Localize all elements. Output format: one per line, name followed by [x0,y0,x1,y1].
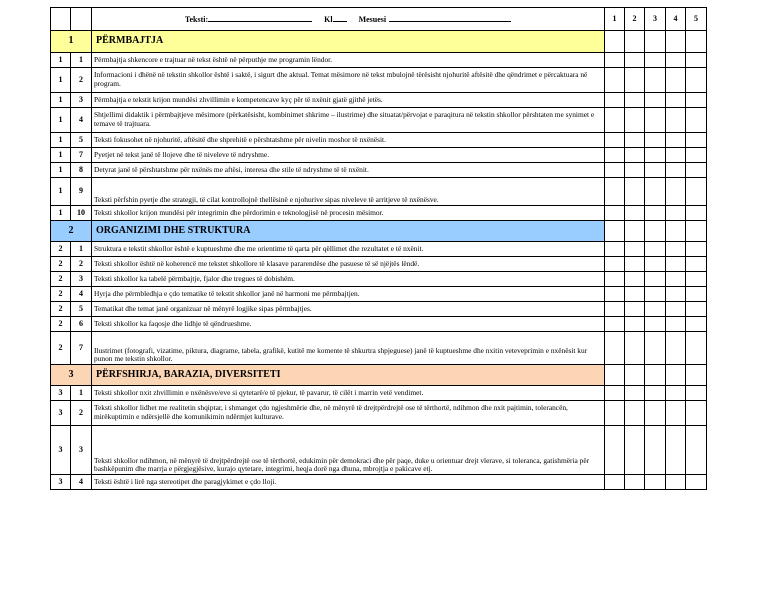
criterion-row [51,178,707,206]
score-cell-2[interactable] [625,426,645,475]
score-cell-4[interactable] [666,133,686,148]
criterion-number: 1 [71,53,92,68]
score-cell-4[interactable] [666,302,686,317]
score-cell-3[interactable] [645,93,666,108]
section-title: PËRFSHIRJA, BARAZIA, DIVERSITETI [92,365,605,386]
criterion-section-number: 1 [51,108,71,133]
score-cell-3[interactable] [645,317,666,332]
score-cell-5[interactable] [686,287,707,302]
criterion-number: 9 [71,178,92,206]
score-cell-4[interactable] [666,31,686,53]
score-cell-1[interactable] [605,332,625,365]
score-cell-3[interactable] [645,68,666,93]
criterion-text: Teksti është i lirë nga stereotipet dhe paragjykimet e çdo lloji. [92,475,605,490]
criterion-text: Teksti shkollor nxit zhvillimin e nxënësve/eve si qytetarë/e të pjekur, të pavarur, të cilët i marrin vetë vendimet. [92,386,605,401]
teksti-field[interactable] [208,14,312,22]
score-cell-5[interactable] [686,108,707,133]
score-cell-1[interactable] [605,386,625,401]
score-cell-2[interactable] [625,365,645,386]
criterion-section-number: 2 [51,257,71,272]
score-cell-2[interactable] [625,242,645,257]
kl-label: Kl [324,14,333,24]
criterion-section-number: 2 [51,272,71,287]
score-cell-2[interactable] [625,93,645,108]
score-cell-4[interactable] [666,426,686,475]
score-cell-4[interactable] [666,317,686,332]
score-cell-3[interactable] [645,272,666,287]
score-cell-5[interactable] [686,53,707,68]
criterion-row [51,475,707,490]
score-cell-3[interactable] [645,53,666,68]
criterion-text: Teksti shkollor është në koherencë me tekstet shkollore të klasave pararendëse dhe pasuese të së njëjtës lëndë. [92,257,605,272]
score-cell-4[interactable] [666,287,686,302]
scale-header-1: 1 [605,8,625,31]
criterion-section-number: 1 [51,206,71,221]
score-cell-1[interactable] [605,68,625,93]
score-cell-3[interactable] [645,401,666,426]
criterion-text: Teksti shkollor lidhet me realitetin shqiptar, i shmanget çdo ngjeshmërie dhe, në mënyrë të drejtpërdrejtë ose të tërthortë, ndihmon dhe nxit pajtimin, tolerancën, mirëkuptimin e ndërsjellë dhe komunikimin ndërmjet kulturave. [92,401,605,426]
criterion-section-number: 3 [51,401,71,426]
score-cell-1[interactable] [605,31,625,53]
score-cell-4[interactable] [666,163,686,178]
score-cell-5[interactable] [686,178,707,206]
score-cell-2[interactable] [625,221,645,242]
score-cell-5[interactable] [686,242,707,257]
criterion-row [51,206,707,221]
criterion-text: Shtjellimi didaktik i përmbajtjeve mësimore (përkatësisht, kombinimet shkrime – ilustrime) dhe situatat/përvojat e paraqitura në tekstin shkollor përshtaten me synimet e temave të trajtuara. [92,108,605,133]
score-cell-2[interactable] [625,163,645,178]
score-cell-3[interactable] [645,221,666,242]
header-fields [92,8,605,31]
section-row [51,221,707,242]
mesuesi-field[interactable] [389,14,511,22]
criterion-row [51,68,707,93]
criterion-section-number: 3 [51,426,71,475]
criterion-number: 7 [71,148,92,163]
criterion-number: 1 [71,386,92,401]
score-cell-4[interactable] [666,53,686,68]
criterion-text: Hyrja dhe përmbledhja e çdo tematike të tekstit shkollor janë në harmoni me përmbajtjen. [92,287,605,302]
score-cell-1[interactable] [605,257,625,272]
score-cell-5[interactable] [686,257,707,272]
score-cell-1[interactable] [605,93,625,108]
score-cell-1[interactable] [605,401,625,426]
section-number: 3 [51,365,92,386]
score-cell-3[interactable] [645,475,666,490]
score-cell-3[interactable] [645,148,666,163]
criterion-number: 3 [71,426,92,475]
criterion-row [51,242,707,257]
score-cell-5[interactable] [686,272,707,287]
score-cell-3[interactable] [645,386,666,401]
criterion-section-number: 2 [51,242,71,257]
score-cell-5[interactable] [686,206,707,221]
score-cell-2[interactable] [625,31,645,53]
section-title: PËRMBAJTJA [92,31,605,53]
criterion-number: 4 [71,475,92,490]
score-cell-5[interactable] [686,31,707,53]
score-cell-1[interactable] [605,148,625,163]
criterion-row [51,257,707,272]
score-cell-2[interactable] [625,386,645,401]
score-cell-4[interactable] [666,108,686,133]
criterion-section-number: 3 [51,475,71,490]
criterion-number: 10 [71,206,92,221]
score-cell-5[interactable] [686,221,707,242]
criterion-row [51,302,707,317]
criterion-text: Detyrat janë të përshtatshme për nxënës me aftësi, interesa dhe stile të ndryshme të të nxënit. [92,163,605,178]
score-cell-2[interactable] [625,178,645,206]
criterion-number: 3 [71,272,92,287]
criterion-text: Përmbajtja e tekstit krijon mundësi zhvillimin e kompetencave kyç për të nxënit gjatë gjithë jetës. [92,93,605,108]
score-cell-1[interactable] [605,475,625,490]
score-cell-3[interactable] [645,365,666,386]
score-cell-5[interactable] [686,386,707,401]
criterion-row [51,93,707,108]
score-cell-4[interactable] [666,148,686,163]
section-row [51,365,707,386]
score-cell-2[interactable] [625,302,645,317]
criterion-row [51,53,707,68]
score-cell-5[interactable] [686,475,707,490]
score-cell-1[interactable] [605,53,625,68]
section-number: 2 [51,221,92,242]
score-cell-3[interactable] [645,332,666,365]
score-cell-1[interactable] [605,206,625,221]
criterion-row [51,133,707,148]
score-cell-1[interactable] [605,242,625,257]
score-cell-4[interactable] [666,221,686,242]
score-cell-1[interactable] [605,221,625,242]
criterion-text: Struktura e tekstit shkollor është e kuptueshme dhe me orientime të qarta për qëllimet dhe rezultatet e të nxënit. [92,242,605,257]
score-cell-3[interactable] [645,287,666,302]
score-cell-2[interactable] [625,401,645,426]
evaluation-table [50,7,707,490]
criterion-text: Tematikat dhe temat janë organizuar në mënyrë logjike sipas përmbajtjes. [92,302,605,317]
header-blank-cell [71,8,92,31]
score-cell-2[interactable] [625,206,645,221]
criterion-row [51,163,707,178]
criterion-row [51,426,707,475]
score-cell-3[interactable] [645,133,666,148]
score-cell-2[interactable] [625,332,645,365]
criterion-row [51,386,707,401]
criterion-section-number: 2 [51,317,71,332]
criterion-text: Teksti fokusohet në njohuritë, aftësitë dhe shprehitë e përshtatshme për nivelin moshor të nxënësit. [92,133,605,148]
score-cell-1[interactable] [605,302,625,317]
score-cell-5[interactable] [686,148,707,163]
score-cell-2[interactable] [625,133,645,148]
score-cell-4[interactable] [666,386,686,401]
criterion-text: Teksti shkollor ndihmon, në mënyrë të drejtpërdrejtë ose të tërthortë, edukimin për demokraci dhe për paqe, duke u orientuar drejt vlerave, si toleranca, gatishmëria për bashkëpunim dhe marrja e përgjegjësive, kurajo qytetare, integrimi, heqja dorë nga dhuna, mbrojtja e pakicave etj. [92,426,605,475]
criterion-section-number: 2 [51,302,71,317]
criterion-text: Informacioni i dhënë në tekstin shkollor është i saktë, i sigurt dhe aktual. Temat mësimore në tekst mbulojnë tërësisht njohuritë aftësitë dhe qëndrimet e përcaktuara në program. [92,68,605,93]
score-cell-3[interactable] [645,31,666,53]
score-cell-5[interactable] [686,68,707,93]
criterion-section-number: 1 [51,93,71,108]
criterion-number: 3 [71,93,92,108]
score-cell-2[interactable] [625,148,645,163]
score-cell-3[interactable] [645,206,666,221]
score-cell-4[interactable] [666,272,686,287]
score-cell-1[interactable] [605,317,625,332]
score-cell-3[interactable] [645,257,666,272]
criterion-number: 4 [71,108,92,133]
criterion-number: 2 [71,68,92,93]
criterion-row [51,108,707,133]
criterion-text: Teksti shkollor krijon mundësi për integrimin dhe përdorimin e teknologjisë në procesin mësimor. [92,206,605,221]
score-cell-4[interactable] [666,68,686,93]
score-cell-1[interactable] [605,426,625,475]
criterion-section-number: 2 [51,287,71,302]
criterion-number: 7 [71,332,92,365]
criterion-text: Teksti përfshin pyetje dhe strategji, të cilat kontrollojnë thellësinë e njohurive sipas niveleve të arritjeve të nxënësve. [92,178,605,206]
score-cell-5[interactable] [686,302,707,317]
criterion-text: Teksti shkollor ka faqosje dhe lidhje të qëndrueshme. [92,317,605,332]
score-cell-4[interactable] [666,332,686,365]
scale-header-2: 2 [625,8,645,31]
score-cell-5[interactable] [686,163,707,178]
score-cell-1[interactable] [605,133,625,148]
score-cell-5[interactable] [686,332,707,365]
header-row [51,8,707,31]
criterion-row [51,287,707,302]
score-cell-1[interactable] [605,272,625,287]
criterion-section-number: 1 [51,148,71,163]
kl-field[interactable] [333,14,347,22]
teksti-label: Teksti: [184,14,209,24]
criterion-text: Ilustrimet (fotografi, vizatime, piktura, diagrame, tabela, grafikë, kutitë me komente të shkurtra shpjeguese) janë të kuptueshme dhe nxitin veteveprimin e nxënësit kur punon me tekstin shkollor. [92,332,605,365]
score-cell-4[interactable] [666,178,686,206]
criterion-row [51,272,707,287]
score-cell-1[interactable] [605,108,625,133]
criterion-section-number: 1 [51,133,71,148]
score-cell-3[interactable] [645,426,666,475]
score-cell-5[interactable] [686,93,707,108]
criterion-row [51,401,707,426]
score-cell-1[interactable] [605,178,625,206]
score-cell-1[interactable] [605,163,625,178]
score-cell-2[interactable] [625,53,645,68]
score-cell-3[interactable] [645,178,666,206]
score-cell-4[interactable] [666,206,686,221]
criterion-section-number: 2 [51,332,71,365]
criterion-text: Teksti shkollor ka tabelë përmbajtje, fjalor dhe tregues të dobishëm. [92,272,605,287]
scale-header-5: 5 [686,8,707,31]
score-cell-2[interactable] [625,272,645,287]
score-cell-4[interactable] [666,93,686,108]
criterion-number: 2 [71,401,92,426]
criterion-section-number: 3 [51,386,71,401]
score-cell-2[interactable] [625,287,645,302]
criterion-number: 2 [71,257,92,272]
score-cell-2[interactable] [625,317,645,332]
score-cell-3[interactable] [645,242,666,257]
section-number: 1 [51,31,92,53]
score-cell-4[interactable] [666,365,686,386]
criterion-section-number: 1 [51,53,71,68]
criterion-section-number: 1 [51,178,71,206]
mesuesi-label: Mesuesi [358,14,387,24]
section-row [51,31,707,53]
scale-header-4: 4 [666,8,686,31]
score-cell-5[interactable] [686,317,707,332]
criterion-row [51,317,707,332]
score-cell-3[interactable] [645,163,666,178]
score-cell-3[interactable] [645,302,666,317]
criterion-number: 5 [71,302,92,317]
criterion-text: Përmbajtja shkencore e trajtuar në tekst është në përputhje me programin lëndor. [92,53,605,68]
score-cell-1[interactable] [605,287,625,302]
score-cell-3[interactable] [645,108,666,133]
criterion-text: Pyetjet në tekst janë të llojeve dhe të niveleve të ndryshme. [92,148,605,163]
criterion-number: 8 [71,163,92,178]
scale-header-3: 3 [645,8,666,31]
criterion-number: 1 [71,242,92,257]
score-cell-4[interactable] [666,242,686,257]
section-title: ORGANIZIMI DHE STRUKTURA [92,221,605,242]
score-cell-2[interactable] [625,475,645,490]
score-cell-1[interactable] [605,365,625,386]
score-cell-5[interactable] [686,133,707,148]
criterion-number: 5 [71,133,92,148]
score-cell-2[interactable] [625,68,645,93]
criterion-row [51,332,707,365]
score-cell-5[interactable] [686,401,707,426]
score-cell-2[interactable] [625,257,645,272]
criterion-row [51,148,707,163]
header-blank-cell [51,8,71,31]
criterion-section-number: 1 [51,68,71,93]
criterion-number: 4 [71,287,92,302]
score-cell-5[interactable] [686,426,707,475]
score-cell-4[interactable] [666,475,686,490]
score-cell-5[interactable] [686,365,707,386]
criterion-number: 6 [71,317,92,332]
criterion-section-number: 1 [51,163,71,178]
score-cell-4[interactable] [666,257,686,272]
score-cell-2[interactable] [625,108,645,133]
score-cell-4[interactable] [666,401,686,426]
